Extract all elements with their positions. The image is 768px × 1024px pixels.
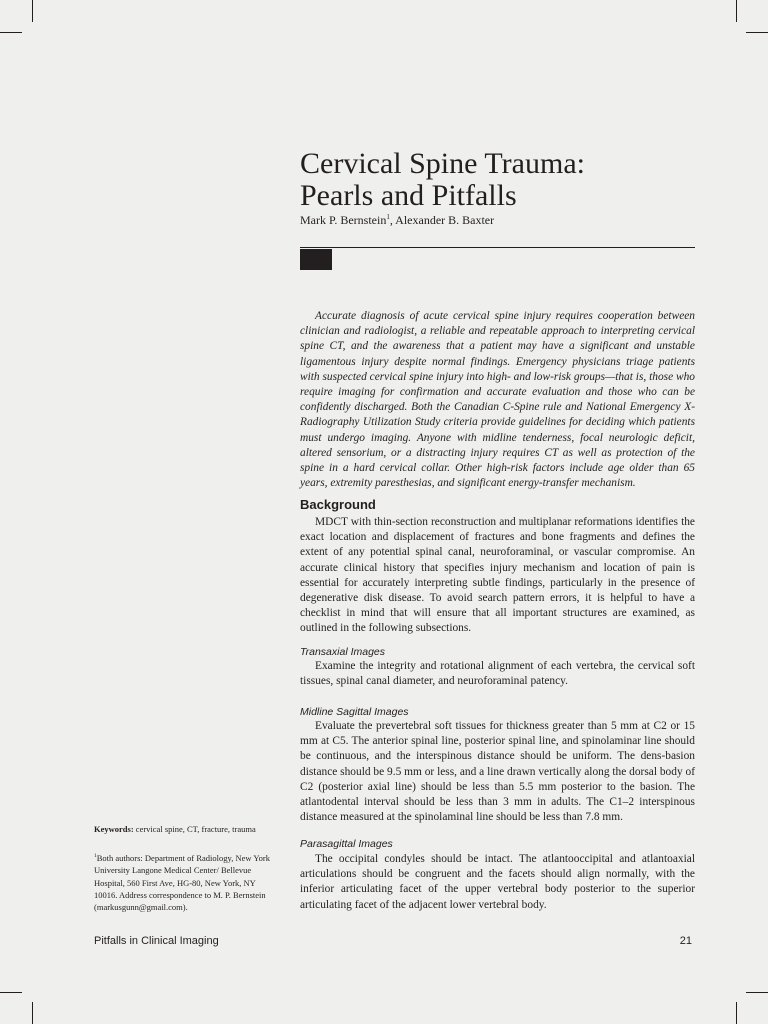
header-rule bbox=[300, 247, 695, 248]
crop-mark bbox=[32, 1002, 33, 1024]
chapter-tab bbox=[300, 249, 332, 270]
section-heading-background: Background bbox=[300, 497, 376, 512]
footnote-text: Both authors: Department of Radiology, New York University Langone Medical Center/ Bellevue Hospital, 560 First Ave, HG-80, New York, NY 10016. Address correspondence to M. P. Bernstein (markusgunn@gmail.com). bbox=[94, 852, 270, 913]
crop-mark bbox=[746, 32, 768, 33]
author-name: , Alexander B. Baxter bbox=[389, 213, 495, 227]
footnote-marker: 1 bbox=[94, 853, 97, 859]
body-paragraph: Examine the integrity and rotational alignment of each vertebra, the cervical soft tissues, spinal canal diameter, and neuroforaminal patency. bbox=[300, 660, 695, 688]
subheading-midline-sagittal: Midline Sagittal Images bbox=[300, 706, 409, 718]
crop-mark bbox=[0, 32, 22, 33]
body-paragraph: MDCT with thin-section reconstruction and multiplanar reformations identifies the exact location and displacement of fractures and bone fragments and defines the extent of any potential spinal canal, neuroforaminal, or vascular compromise. An accurate clinical history that specifies injury mechanism and location of pain is essential for accurately interpreting subtle findings, particularly in the presence of degenerative disk disease. To avoid search pattern errors, it is helpful to have a checklist in mind that will ensure that all important structures are examined, as outlined in the following subsections. bbox=[300, 516, 695, 635]
crop-mark bbox=[736, 0, 737, 22]
keywords-label: Keywords: bbox=[94, 824, 134, 834]
article-title bbox=[300, 148, 720, 212]
crop-mark bbox=[32, 0, 33, 22]
author-list bbox=[300, 213, 494, 228]
running-footer: Pitfalls in Clinical Imaging bbox=[94, 935, 219, 947]
subheading-transaxial: Transaxial Images bbox=[300, 646, 386, 658]
abstract: Accurate diagnosis of acute cervical spine injury requires cooperation between clinician and radiologist, a reliable and repeatable approach to interpreting cervical spine CT, and the awareness that a patient may have a significant and unstable ligamentous injury despite normal findings. Emergency physicians triage patients with suspected cervical spine injury into high- and low-risk groups—that is, those who require imaging for confirmation and accurate evaluation and those who can be confidently discharged. Both the Canadian C-Spine rule and National Emergency X-Radiography Utilization Study criteria provide guidelines for deciding which patients must undergo imaging. Anyone with midline tenderness, focal neurologic deficit, altered sensorium, or a distracting injury requires CT as well as protection of the spine in a hard cervical collar. Other high-risk factors include age older than 65 years, extremity paresthesias, and significant energy-transfer mechanism. bbox=[300, 310, 695, 490]
body-paragraph: Evaluate the prevertebral soft tissues for thickness greater than 5 mm at C2 or 15 mm at C5. The anterior spinal line, posterior spinal line, and spinolaminar line should be continuous, and the interspinous distance should be uniform. The dens-basion distance should be 9.5 mm or less, and a line drawn vertically along the dorsal body of C2 (posterior axial line) should be less than 5.5 mm posterior to the basion. The atlantodental interval should be less than 3 mm in adults. The C1–2 interspinous distance measured at the spinolaminal line should be less than 7.8 mm. bbox=[300, 720, 695, 824]
subheading-parasagittal: Parasagittal Images bbox=[300, 838, 393, 850]
author-name: Mark P. Bernstein bbox=[300, 213, 387, 227]
keywords bbox=[94, 824, 284, 835]
crop-mark bbox=[736, 1002, 737, 1024]
title-line-2: Pearls and Pitfalls bbox=[300, 179, 517, 212]
page-number: 21 bbox=[679, 935, 692, 947]
crop-mark bbox=[0, 992, 22, 993]
affiliation-footnote bbox=[94, 850, 274, 914]
body-paragraph: The occipital condyles should be intact. The atlantooccipital and atlantoaxial articulations should be congruent and the facets should align normally, with the inferior articulating facet of the upper vertebral body posterior to the superior articulating facet of the adjacent lower vertebral body. bbox=[300, 853, 695, 911]
crop-mark bbox=[746, 992, 768, 993]
author-affiliation-marker: 1 bbox=[386, 213, 390, 221]
keywords-list: cervical spine, CT, fracture, trauma bbox=[133, 824, 256, 834]
title-line-1: Cervical Spine Trauma: bbox=[300, 147, 585, 180]
